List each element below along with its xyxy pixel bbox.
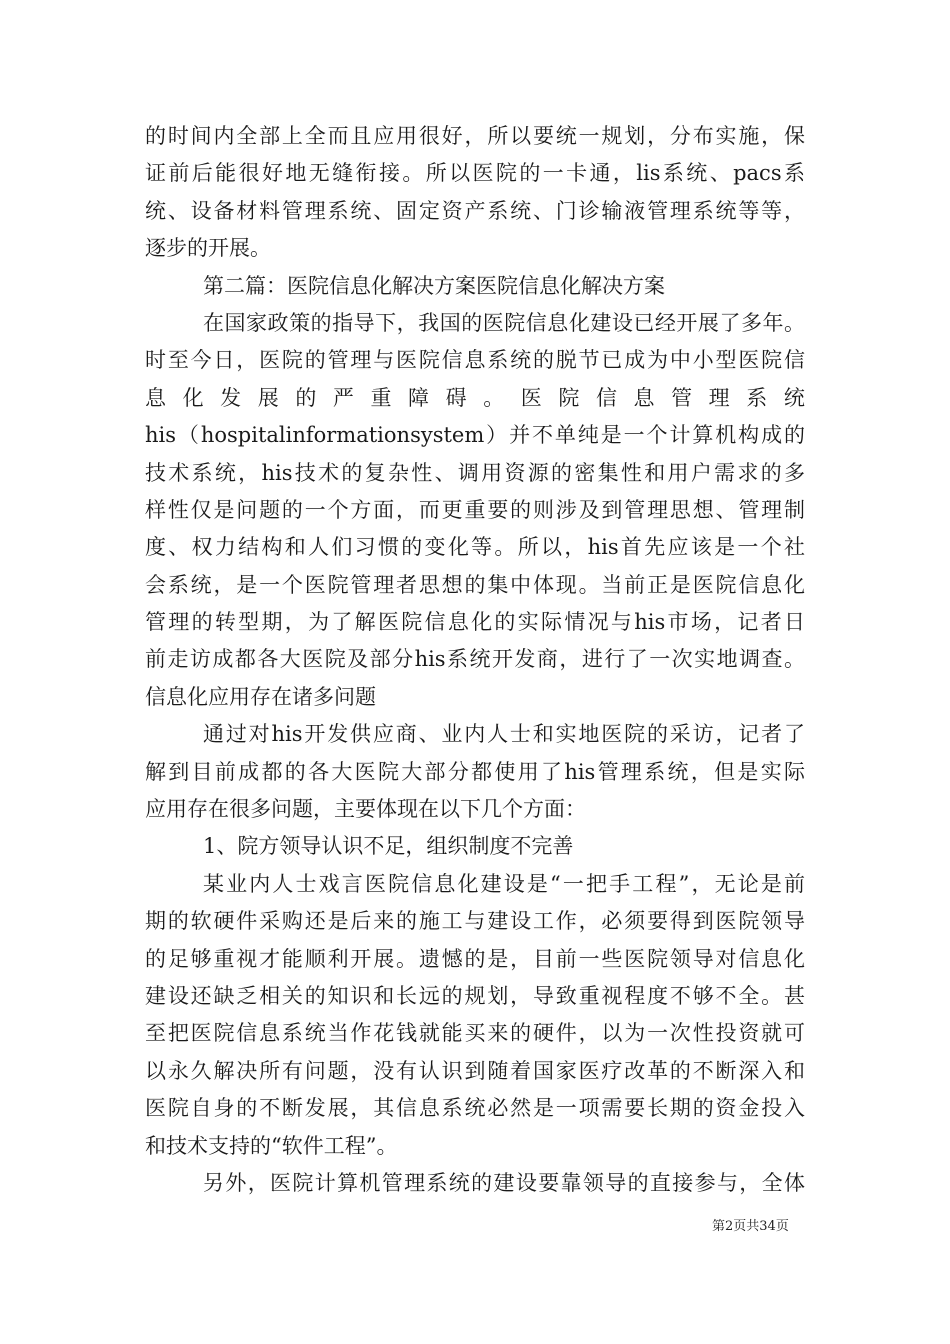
document-body	[145, 118, 805, 1202]
text-line: 会系统，是一个医院管理者思想的集中体现。当前正是医院信息化	[145, 572, 805, 597]
text-line: 的足够重视才能顺利开展。遗憾的是，目前一些医院领导对信息化	[145, 946, 805, 971]
text-line: 至把医院信息系统当作花钱就能买来的硬件，以为一次性投资就可	[145, 1021, 805, 1046]
text-line: 通过对his开发供应商、业内人士和实地医院的采访，记者了	[203, 722, 805, 747]
text-line: 信息化应用存在诸多问题	[145, 684, 376, 709]
page-number: 第2页共34页	[712, 1219, 789, 1234]
text-line: 以永久解决所有问题，没有认识到随着国家医疗改革的不断深入和	[145, 1058, 805, 1083]
text-line: 医院自身的不断发展，其信息系统必然是一项需要长期的资金投入	[145, 1096, 805, 1121]
text-line: 1、院方领导认识不足，组织制度不完善	[203, 834, 574, 859]
text-line: 样性仅是问题的一个方面，而更重要的则涉及到管理思想、管理制	[145, 497, 805, 522]
text-line: 解到目前成都的各大医院大部分都使用了his管理系统，但是实际	[145, 759, 805, 784]
text-line: his（hospitalinformationsystem）并不单纯是一个计算机构成的	[145, 423, 805, 448]
text-line: 期的软硬件采购还是后来的施工与建设工作，必须要得到医院领导	[145, 909, 805, 934]
text-line: 建设还缺乏相关的知识和长远的规划，导致重视程度不够不全。甚	[145, 983, 805, 1008]
text-line: 时至今日，医院的管理与医院信息系统的脱节已成为中小型医院信	[145, 348, 805, 373]
text-line: 应用存在很多问题，主要体现在以下几个方面：	[145, 797, 586, 822]
text-line: 管理的转型期，为了解医院信息化的实际情况与his市场，记者日	[145, 610, 805, 635]
text-line: 证前后能很好地无缝衔接。所以医院的一卡通，lis系统、pacs系	[145, 161, 805, 186]
text-line: 某业内人士戏言医院信息化建设是“一把手工程”，无论是前	[203, 871, 805, 896]
text-line: 逐步的开展。	[145, 236, 271, 261]
text-line: 统、设备材料管理系统、固定资产系统、门诊输液管理系统等等，	[145, 198, 805, 223]
text-line: 和技术支持的“软件工程”。	[145, 1133, 398, 1158]
text-line: 度、权力结构和人们习惯的变化等。所以，his首先应该是一个社	[145, 535, 805, 560]
text-line: 在国家政策的指导下，我国的医院信息化建设已经开展了多年。	[203, 310, 805, 335]
text-line: 前走访成都各大医院及部分his系统开发商，进行了一次实地调查。	[145, 647, 805, 672]
text-line: 技术系统，his技术的复杂性、调用资源的密集性和用户需求的多	[145, 460, 805, 485]
text-line: 另外，医院计算机管理系统的建设要靠领导的直接参与，全体	[203, 1170, 805, 1195]
text-line: 第二篇：医院信息化解决方案医院信息化解决方案	[203, 273, 665, 298]
text-line: 的时间内全部上全而且应用很好，所以要统一规划，分布实施，保	[145, 124, 805, 148]
text-line: 息 化 发 展 的 严 重 障 碍 。 医 院 信 息 管 理 系 统	[145, 385, 805, 410]
